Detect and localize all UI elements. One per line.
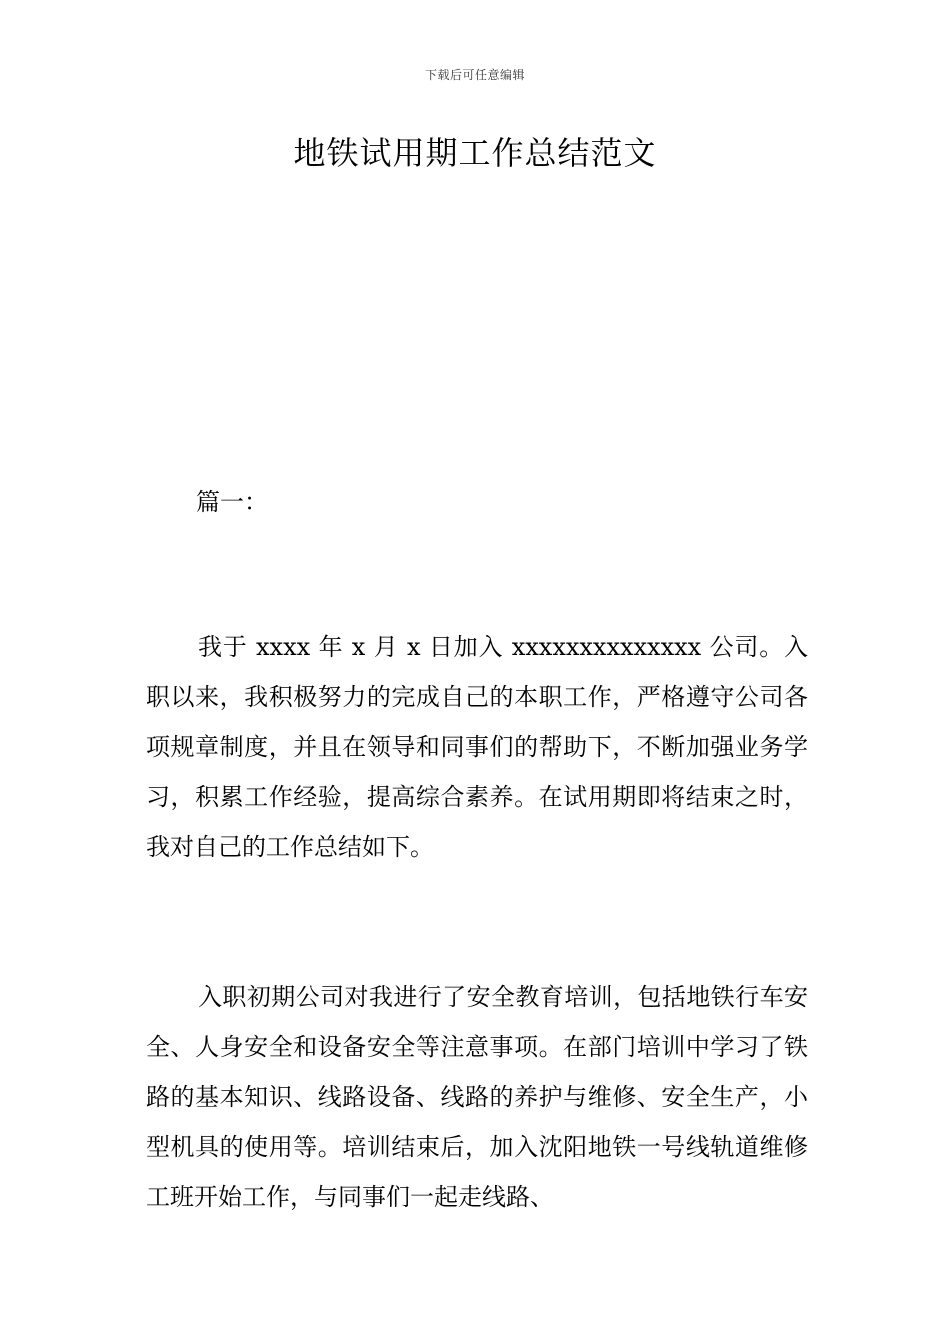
body-paragraph-2: 入职初期公司对我进行了安全教育培训，包括地铁行车安全、人身安全和设备安全等注意事项。在部门培训中学习了铁路的基本知识、线路设备、线路的养护与维修、安全生产，小型机具的使用等。培训结束后，加入沈阳地铁一号线轨道维修工班开始工作，与同事们一起走线路、 xyxy=(146,983,808,1211)
body-paragraph-1: 我于 xxxx 年 x 月 x 日加入 xxxxxxxxxxxxxx 公司。入职以来，我积极努力的完成自己的本职工作，严格遵守公司各项规章制度，并且在领导和同事们的帮助下，不断加强业务学习，积累工作经验，提高综合素养。在试用期即将结束之时，我对自己的工作总结如下。 xyxy=(146,633,808,861)
section-label: 篇一： xyxy=(196,488,268,516)
page-header-note: 下载后可任意编辑 xyxy=(424,68,525,82)
document-title: 地铁试用期工作总结范文 xyxy=(293,134,657,172)
